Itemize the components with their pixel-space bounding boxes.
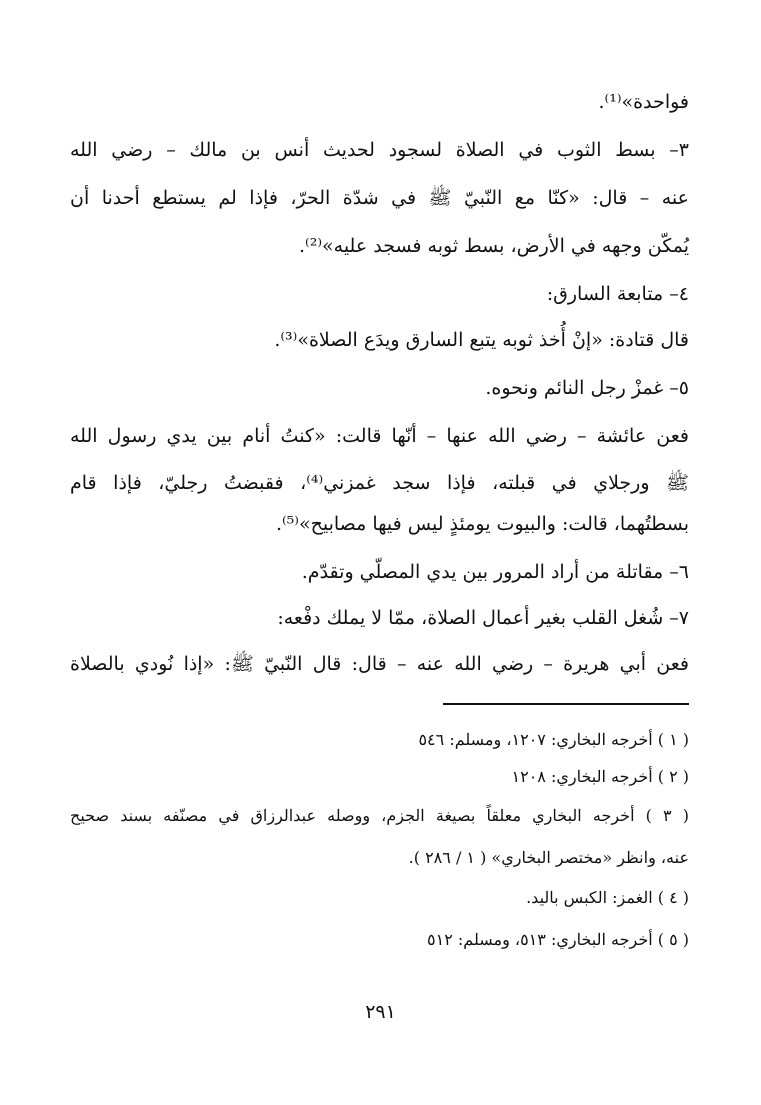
- footnote-1: ( ١ ) أخرجه البخاري: ١٢٠٧، ومسلم: ٥٤٦: [418, 730, 689, 749]
- footnote-2: ( ٢ ) أخرجه البخاري: ١٢٠٨: [511, 767, 689, 786]
- body-line-1: فواحدة»⁽¹⁾.: [598, 91, 689, 113]
- footnote-3: ( ٣ ) أخرجه البخاري معلقاً بصيغة الجزم، ووصله عبدالرزاق في مصنّفه بسند صحيح: [70, 806, 690, 825]
- body-line-8: فعن عائشة – رضي الله عنها – أنّها قالت: «كنتُ أنام بين يدي رسول الله: [70, 425, 689, 447]
- page-number: ٢٩١: [365, 1001, 396, 1023]
- body-line-6: قال قتادة: «إنْ أُخذ ثوبه يتبع السارق ويدَع الصلاة»⁽³⁾.: [274, 329, 689, 351]
- footnote-separator: [443, 703, 689, 705]
- body-line-11: ٦– مقاتلة من أراد المرور بين يدي المصلّي وتقدّم.: [301, 561, 689, 583]
- body-line-5: ٤– متابعة السارق:: [546, 283, 689, 305]
- body-line-9: ﷺ ورجلاي في قبلته، فإذا سجد غمزني⁽⁴⁾، فقبضتُ رجليّ، فإذا قام: [70, 472, 689, 494]
- footnote-3-continued: عنه، وانظر «مختصر البخاري» ( ١ / ٢٨٦ ).: [408, 848, 689, 867]
- footnote-5: ( ٥ ) أخرجه البخاري: ٥١٣، ومسلم: ٥١٢: [427, 930, 689, 949]
- footnote-4: ( ٤ ) الغمز: الكبس باليد.: [526, 888, 689, 907]
- body-line-13: فعن أبي هريرة – رضي الله عنه – قال: قال النّبيّ ﷺ: «إذا نُودي بالصلاة: [70, 653, 689, 675]
- body-line-10: بسطتُهما، قالت: والبيوت يومئذٍ ليس فيها مصابيح»⁽⁵⁾.: [275, 513, 689, 535]
- body-line-3: عنه – قال: «كنّا مع النّبيّ ﷺ في شدّة الحرّ، فإذا لم يستطع أحدنا أن: [70, 187, 689, 209]
- body-line-2: ٣– بسط الثوب في الصلاة لسجود لحديث أنس بن مالك – رضي الله: [70, 139, 689, 161]
- body-line-7: ٥– غمزْ رجل النائم ونحوه.: [485, 377, 689, 399]
- body-line-12: ٧– شُغل القلب بغير أعمال الصلاة، ممّا لا يملك دفْعه:: [277, 607, 689, 629]
- body-line-4: يُمكّن وجهه في الأرض، بسط ثوبه فسجد عليه»⁽²⁾.: [299, 235, 689, 257]
